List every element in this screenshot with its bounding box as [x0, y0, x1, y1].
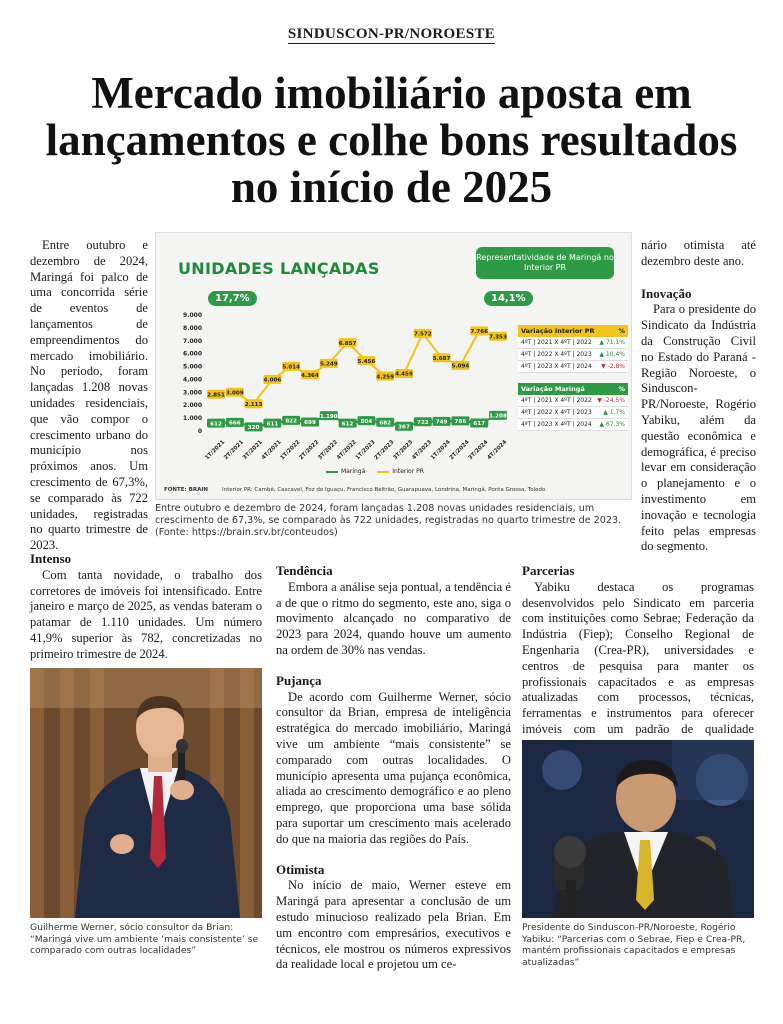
- continuation-paragraph: nário otimista até dezembro deste ano.: [641, 238, 756, 268]
- column-left: [30, 238, 148, 554]
- source-label: FONTE: BRAIN: [164, 487, 208, 493]
- otimista-paragraph: No início de maio, Werner esteve em Maringá para apresentar a conclusão de um estudo minucioso realizado pela Brian. Em um encontro com empresários, executivos e técnicos, ele mostrou os números expressivos da realidade local e projetou um ce-: [276, 878, 511, 972]
- table-maringa-header-pct: %: [618, 385, 625, 393]
- x-tick-label: 2T/2024: [448, 439, 471, 462]
- y-tick-label: 3.000: [183, 389, 202, 397]
- chart-caption: Entre outubro e dezembro de 2024, foram lançadas 1.208 novas unidades residenciais, um crescimento de 67,3%, se comparado às 722 unidades, registradas no quarto trimestre de 2023. (Fonte: https://brain.srv.br/conteudos): [155, 503, 622, 538]
- column-lower-left: [30, 551, 262, 663]
- y-tick-label: 6.000: [183, 350, 202, 358]
- column-right-top: [641, 238, 756, 555]
- subhead-inovacao: Inovação: [641, 285, 692, 301]
- row-value: ▼ -24,5%: [597, 397, 625, 404]
- subhead-parcerias: Parcerias: [522, 563, 575, 578]
- badge-left: 17,7%: [208, 291, 257, 306]
- data-label: 682: [379, 420, 392, 427]
- table-interior-header: Variação Interior PR: [521, 327, 595, 335]
- row-value: ▼ -2,8%: [601, 363, 625, 370]
- data-label: 7.572: [413, 331, 432, 338]
- row-value: ▲ 1,7%: [603, 409, 625, 416]
- table-row: [518, 337, 628, 349]
- data-label: 749: [435, 419, 448, 426]
- data-label: 612: [210, 421, 222, 428]
- photo-guilherme-werner: [30, 668, 262, 918]
- data-label: 3.009: [225, 390, 244, 397]
- table-row: [518, 361, 628, 373]
- x-tick-label: 1T/2021: [204, 439, 227, 462]
- column-middle: [276, 563, 511, 973]
- row-label: 4ºT | 2022 X 4ºT | 2023: [521, 351, 592, 358]
- chart-legend: [326, 468, 424, 475]
- subhead-tendencia: Tendência: [276, 563, 333, 578]
- pujanca-paragraph: De acordo com Guilherme Werner, sócio consultor da Brian, empresa de inteligência estratégica do mercado imobiliário, Maringá vive um ambiente “mais consistente” se comparado com outras localidades. O município apresenta uma pujança econômica, aliada ao crescimento demográfico e ao pleno emprego, que proporciona uma base sólida para suportar um crescimento mais acelerado do que na maioria das regiões do País.: [276, 689, 511, 846]
- data-label: 611: [266, 421, 279, 428]
- section-kicker: [0, 26, 783, 43]
- x-tick-label: 3T/2022: [317, 439, 340, 462]
- data-label: 5.094: [451, 363, 470, 370]
- source-note: Interior PR: Cambé, Cascavel, Foz do Iguaçu, Francisco Beltrão, Guarapuava, Londrina, Maringá, Ponta Grossa, Toledo: [222, 487, 546, 493]
- data-label: 2.113: [244, 401, 263, 408]
- data-label: 4.259: [376, 374, 395, 381]
- x-tick-label: 1T/2022: [279, 439, 302, 462]
- legend-label: Maringá: [341, 468, 366, 475]
- data-label: 617: [473, 421, 486, 428]
- representativity-box: Representatividade de Maringá no Interior PR: [476, 247, 614, 279]
- table-row: [518, 419, 628, 431]
- data-label: 722: [416, 419, 429, 426]
- data-label: 699: [304, 420, 316, 427]
- x-tick-label: 4T/2023: [411, 439, 434, 462]
- x-tick-label: 4T/2022: [335, 439, 358, 462]
- table-interior: [518, 325, 628, 373]
- tendencia-paragraph: Embora a análise seja pontual, a tendência é a de que o ritmo do segmento, este ano, siga o movimento alcançado no comparativo de 2023 para 2024, quando houve um aumento na ordem de 30% nas vendas.: [276, 579, 511, 657]
- table-maringa: [518, 383, 628, 431]
- data-label: 5.456: [357, 358, 376, 365]
- data-label: 804: [360, 418, 373, 425]
- x-tick-label: 2T/2022: [298, 439, 321, 462]
- y-tick-label: 9.000: [183, 312, 202, 319]
- data-label: 1.190: [319, 413, 338, 420]
- row-value: ▲ 71,1%: [599, 339, 625, 346]
- data-label: 822: [285, 418, 298, 425]
- legend-label: Interior PR: [392, 468, 424, 475]
- y-tick-label: 1.000: [183, 415, 202, 423]
- legend-interior: [377, 468, 424, 475]
- y-tick-label: 0: [197, 428, 202, 435]
- chart-source: [164, 487, 545, 493]
- intro-paragraph: Entre outubro e dezembro de 2024, Maringá foi palco de uma concorrida série de eventos de lançamentos de empreendimentos do mercado imobiliário. No período, foram lançadas 1.208 novas unidades residenciais, que vão compor o crescimento urbano do município nos próximos anos. Um crescimento de 67,3%, se comparado às 722 unidades, registradas no quarto trimestre de 2023.: [30, 238, 148, 553]
- subhead-otimista: Otimista: [276, 861, 325, 877]
- data-label: 7.353: [489, 334, 507, 341]
- row-label: 4ºT | 2023 X 4ºT | 2024: [521, 421, 592, 428]
- x-tick-label: 4T/2021: [260, 439, 283, 462]
- data-label: 5.014: [282, 364, 301, 371]
- table-row: [518, 395, 628, 407]
- row-label: 4ºT | 2022 X 4ºT | 2023: [521, 409, 592, 416]
- column-right-lower: [522, 563, 754, 754]
- data-label: 4.459: [395, 371, 413, 378]
- subhead-pujanca: Pujança: [276, 672, 322, 688]
- row-value: ▲ 10,4%: [599, 351, 625, 358]
- x-tick-label: 3T/2024: [467, 439, 490, 462]
- badge-right: 14,1%: [484, 291, 533, 306]
- row-label: 4ºT | 2023 X 4ºT | 2024: [521, 363, 592, 370]
- y-tick-label: 5.000: [183, 363, 202, 371]
- x-tick-label: 1T/2023: [354, 439, 377, 462]
- kicker-text: SINDUSCON-PR/NOROESTE: [287, 26, 496, 42]
- table-maringa-header: Variação Maringá: [521, 385, 585, 393]
- table-interior-header-pct: %: [618, 327, 625, 335]
- data-label: 4.006: [263, 377, 282, 384]
- subhead-intenso: Intenso: [30, 551, 72, 566]
- parcerias-paragraph: Yabiku destaca os programas desenvolvidos pelo Sindicato em parceria com instituições como Sebrae; Federação da Indústria (Fiep); Conselho Regional de Engenharia (Crea-PR), universidades e centros de pesquisa para manter os profissionais capacitados e as empresas atualizadas com processos, técnicas, ferramentas e instrumentos para oferecer imóveis com um padrão de qualidade: [522, 579, 754, 736]
- row-value: ▲ 67,3%: [599, 421, 625, 428]
- y-tick-label: 2.000: [183, 402, 202, 410]
- row-label: 4ºT | 2021 X 4ºT | 2022: [521, 339, 592, 346]
- photo2-caption: Presidente do Sinduscon-PR/Noroeste, Rogério Yabiku: “Parcerias com o Sebrae, Fiep e Crea-PR, mantém profissionais capacitados e empresas atualizadas”: [522, 922, 746, 968]
- data-label: 666: [228, 420, 241, 427]
- photo-rogerio-yabiku: [522, 740, 754, 918]
- x-tick-label: 3T/2023: [392, 439, 415, 462]
- chart-title: UNIDADES LANÇADAS: [178, 259, 380, 278]
- data-label: 786: [454, 419, 467, 426]
- y-tick-label: 8.000: [183, 324, 202, 332]
- x-tick-label: 2T/2021: [223, 439, 246, 462]
- y-tick-label: 7.000: [183, 337, 202, 345]
- table-row: [518, 349, 628, 361]
- data-label: 5.687: [432, 355, 451, 362]
- data-label: 7.766: [470, 329, 489, 336]
- data-label: 6.857: [338, 340, 357, 347]
- row-label: 4ºT | 2021 X 4ºT | 2022: [521, 397, 592, 404]
- data-label: 5.249: [319, 361, 338, 368]
- y-tick-label: 4.000: [183, 376, 202, 384]
- x-tick-label: 1T/2024: [429, 439, 452, 462]
- legend-maringa: [326, 468, 365, 475]
- table-row: [518, 407, 628, 419]
- data-label: 2.851: [207, 392, 225, 399]
- data-label: 320: [247, 425, 260, 432]
- intenso-paragraph: Com tanta novidade, o trabalho dos corretores de imóveis foi intensificado. Entre janeiro e março de 2025, as vendas bateram o patamar de 1.110 unidades. Um número 41,9% superior às 782, concretizadas no primeiro trimestre de 2024.: [30, 567, 262, 661]
- x-tick-label: 2T/2023: [373, 439, 396, 462]
- x-tick-label: 3T/2021: [241, 439, 264, 462]
- data-label: 612: [341, 421, 354, 428]
- headline: Mercado imobiliário aposta em lançamentos e colhe bons resultados no início de 2025: [45, 68, 738, 212]
- data-label: 1.208: [489, 413, 507, 420]
- photo1-caption: Guilherme Werner, sócio consultor da Brian: “Maringá vive um ambiente ‘mais consistente’ se comparado com outras localidades”: [30, 922, 259, 956]
- chart-units-launched: [155, 232, 632, 500]
- data-label: 4.364: [301, 372, 319, 379]
- data-label: 367: [398, 424, 410, 431]
- inovacao-paragraph: Para o presidente do Sindicato da Indústria da Construção Civil no Estado do Paraná - Região Noroeste, o Sinduscon-PR/Noroeste, Rogério Yabiku, além da questão econômica e demográfica, é preciso levar em consideração o planejamento e o investimento em inovação e tecnologia feito pelas empresas do segmento.: [641, 302, 756, 554]
- x-tick-label: 4T/2024: [486, 439, 509, 462]
